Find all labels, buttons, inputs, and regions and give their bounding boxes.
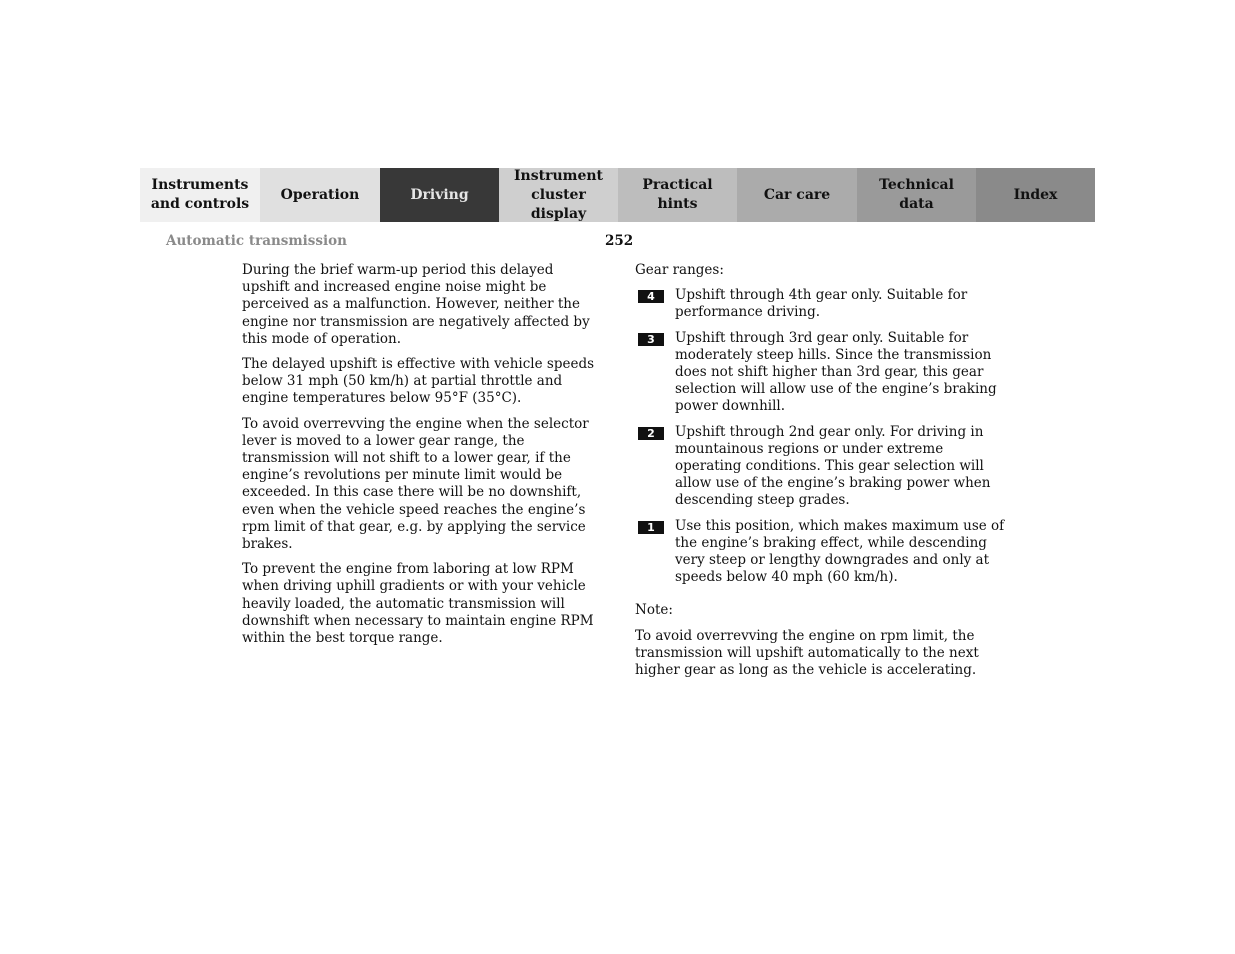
gear-description: Use this position, which makes maximum use of the engine’s braking effect, while descending very steep or lengthy downgrades and only at speeds below 40 mph (60 km/h).	[675, 517, 1005, 586]
gear-badge: 1	[638, 521, 664, 534]
right-column	[635, 262, 1005, 687]
note-label: Note:	[635, 602, 673, 619]
gear-badge: 4	[638, 290, 664, 303]
gear-item-4	[635, 287, 1005, 321]
tab-car-care[interactable]: Car care	[737, 168, 857, 222]
tab-practical-hints[interactable]: Practical hints	[618, 168, 737, 222]
note-text: To avoid overrevving the engine on rpm limit, the transmission will upshift automatically to the next higher gear as long as the vehicle is accelerating.	[635, 627, 979, 679]
paragraph: The delayed upshift is effective with vehicle speeds below 31 mph (50 km/h) at partial throttle and engine temperatures below 95°F (35°C).	[242, 356, 595, 407]
paragraph: To prevent the engine from laboring at low RPM when driving uphill gradients or with your vehicle heavily loaded, the automatic transmission will downshift when necessary to maintain engine RPM within the best torque range.	[242, 561, 594, 647]
tab-index[interactable]: Index	[976, 168, 1095, 222]
gear-badge: 3	[638, 333, 664, 346]
gear-badge: 2	[638, 427, 664, 440]
tab-instruments-and-controls[interactable]: Instruments and controls	[140, 168, 260, 222]
paragraph: During the brief warm-up period this delayed upshift and increased engine noise might be perceived as a malfunction. However, neither the engine nor transmission are negatively affected by this mode of operation.	[242, 262, 590, 347]
page-number: 252	[605, 233, 634, 249]
gear-description: Upshift through 3rd gear only. Suitable for moderately steep hills. Since the transmission does not shift higher than 3rd gear, this gear selection will allow use of the engine’s braking power downhill.	[675, 329, 997, 415]
left-column	[242, 262, 604, 655]
gear-item-2	[635, 424, 1005, 510]
paragraph: To avoid overrevving the engine when the selector lever is moved to a lower gear range, the transmission will not shift to a lower gear, if the engine’s revolutions per minute limit would be exceeded. In this case there will be no downshift, even when the vehicle speed reaches the engine’s rpm limit of that gear, e.g. by applying the service brakes.	[242, 415, 589, 553]
gear-ranges-heading: Gear ranges:	[635, 262, 724, 278]
gear-description: Upshift through 4th gear only. Suitable for performance driving.	[675, 287, 968, 321]
tab-operation[interactable]: Operation	[260, 168, 380, 222]
tab-driving[interactable]: Driving	[380, 168, 499, 222]
gear-description: Upshift through 2nd gear only. For driving in mountainous regions or under extreme operating conditions. This gear selection will allow use of the engine’s braking power when descending steep grades.	[675, 423, 991, 509]
gear-item-1	[635, 518, 1005, 587]
gear-item-3	[635, 330, 1005, 416]
section-title: Automatic transmission	[166, 233, 347, 249]
tab-technical-data[interactable]: Technical data	[857, 168, 976, 222]
tab-instrument-cluster-display[interactable]: Instrument cluster display	[499, 168, 618, 222]
section-tabs	[140, 168, 1095, 222]
